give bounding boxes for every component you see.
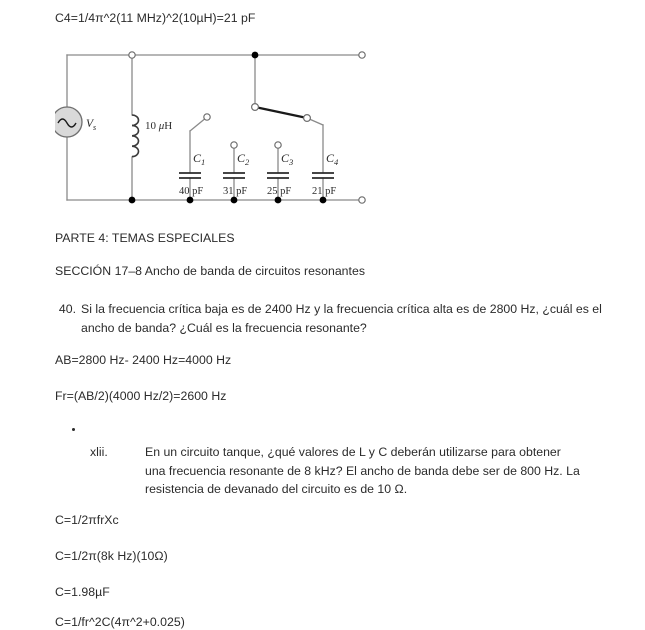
part-heading: PARTE 4: TEMAS ESPECIALES (55, 231, 235, 245)
inductor-label: 10 μH (145, 120, 173, 132)
formula-c-2: C=1/2π(8k Hz)(10Ω) (55, 549, 168, 563)
formula-bandwidth: AB=2800 Hz- 2400 Hz=4000 Hz (55, 353, 232, 367)
switch-blade[interactable] (255, 107, 307, 118)
question-roman-text (145, 443, 580, 499)
roman-line-3: ser de 800 Hz. La resistencia de devanado del circuito es de 10 Ω. (145, 463, 580, 496)
formula-c-1: C=1/2πfrXc (55, 513, 119, 527)
capacitor-ref-c1: $C_1$ (193, 151, 206, 167)
formula-c-3: C=1.98µF (55, 585, 110, 599)
question-text (81, 300, 615, 337)
formula-resonant-frequency: Fr=(AB/2)(4000 Hz/2)=2600 Hz (55, 389, 227, 403)
capacitor-value-c2: 31 pF (223, 186, 248, 197)
question-item-xlii (90, 443, 580, 499)
question-line-1: Si la frecuencia crítica baja es de 2400 Hz y la frecuencia crítica alta es de 2800 (81, 302, 518, 316)
capacitor-value-c4: 21 pF (312, 186, 337, 197)
question-number: 40. (58, 302, 76, 316)
section-heading: SECCIÓN 17–8 Ancho de banda de circuitos resonantes (55, 264, 365, 278)
ac-voltage-source (55, 107, 82, 137)
formula-c4: C4=1/4π^2(11 MHz)^2(10µH)=21 pF (55, 11, 256, 25)
capacitor-plates (179, 173, 334, 178)
circuit-diagram-figure (55, 45, 385, 215)
capacitor-value-c1: 40 pF (179, 186, 204, 197)
roman-line-2: obtener una frecuencia resonante de 8 kHz? El ancho de banda debe (145, 445, 561, 478)
capacitor-value-c3: 25 pF (267, 186, 292, 197)
formula-c-4: C=1/fr^2C(4π^2+0.025) (55, 615, 185, 629)
source-label: $V_s$ (86, 118, 97, 132)
question-item-40 (55, 300, 615, 337)
question-roman-number: xlii. (90, 445, 108, 459)
question-line-2: Hz, ¿cuál es el ancho de banda? ¿Cuál es la frecuencia resonante? (81, 302, 602, 335)
capacitor-ref-c2: $C_2$ (237, 151, 250, 167)
roman-line-1: En un circuito tanque, ¿qué valores de L y C deberán utilizarse para (145, 445, 516, 459)
inductor-coil (132, 115, 139, 157)
capacitor-ref-c3: $C_3$ (281, 151, 294, 167)
capacitor-ref-c4: $C_4$ (326, 151, 339, 167)
bullet-marker (72, 428, 75, 431)
